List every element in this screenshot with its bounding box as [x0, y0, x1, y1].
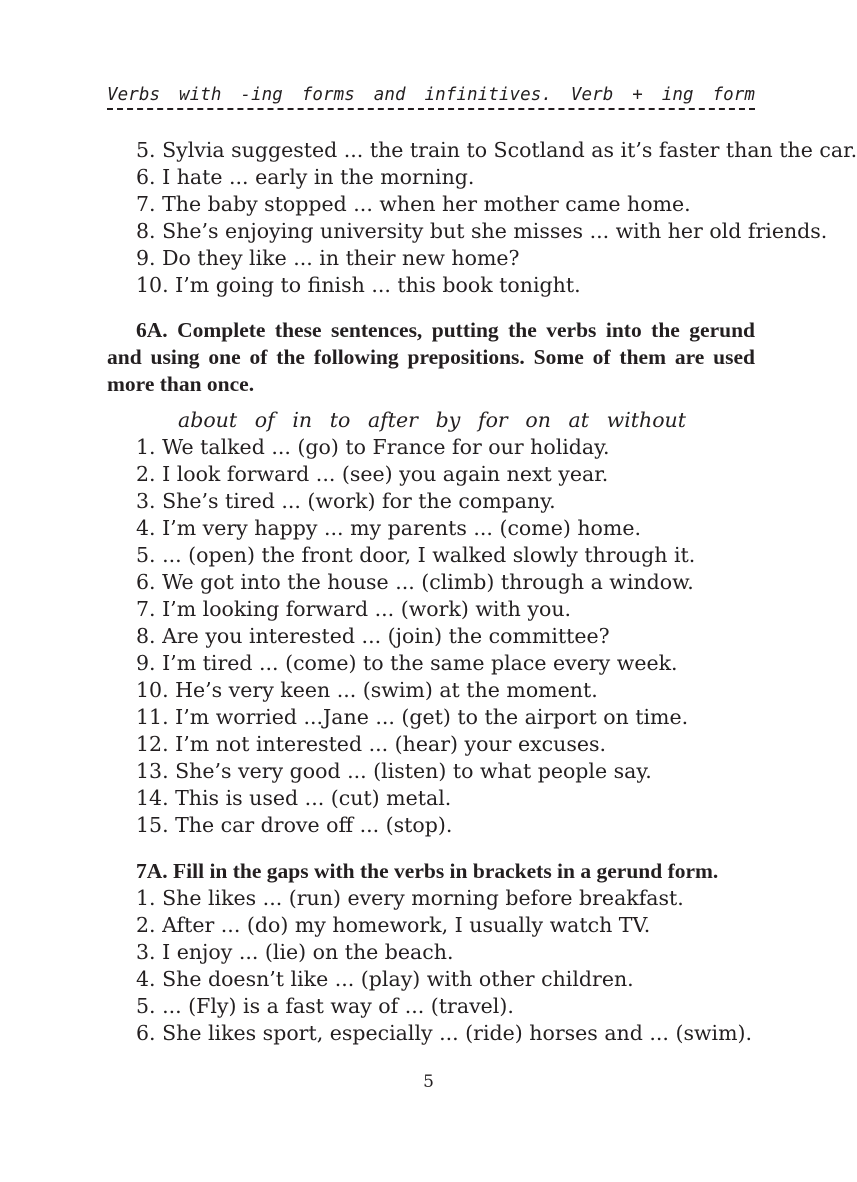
list-item: 5. Sylvia suggested ... the train to Scotland as it’s faster than the car. [136, 138, 857, 162]
list-item: 10. He’s very keen ... (swim) at the moment. [136, 678, 598, 702]
list-item: 8. She’s enjoying university but she misses ... with her old friends. [136, 219, 828, 243]
list-item: 9. I’m tired ... (come) to the same place every week. [136, 651, 678, 675]
preposition-word: about [178, 408, 238, 432]
preposition-word: at [568, 408, 590, 432]
preposition-word: in [292, 408, 313, 432]
list-item: 3. I enjoy ... (lie) on the beach. [136, 940, 454, 964]
task-6a-list [136, 434, 776, 839]
preposition-word: to [329, 408, 351, 432]
task-7a-title: 7A. Fill in the gaps with the verbs in brackets in a gerund form. [136, 859, 719, 883]
list-item: 5. ... (Fly) is a fast way of ... (travel). [136, 994, 514, 1018]
list-item: 1. She likes ... (run) every morning before breakfast. [136, 886, 684, 910]
continued-exercise-list [136, 137, 857, 299]
task-6a-title [107, 317, 755, 398]
preposition-word: on [525, 408, 551, 432]
preposition-word: by [435, 408, 461, 432]
list-item: 11. I’m worried ...Jane ... (get) to the airport on time. [136, 705, 689, 729]
list-item: 4. She doesn’t like ... (play) with other children. [136, 967, 634, 991]
list-item: 5. ... (open) the front door, I walked slowly through it. [136, 543, 696, 567]
list-item: 1. We talked ... (go) to France for our holiday. [136, 435, 610, 459]
list-item: 3. She’s tired ... (work) for the company. [136, 489, 556, 513]
list-item: 6. She likes sport, especially ... (ride) horses and ... (swim). [136, 1021, 753, 1045]
preposition-word: of [254, 408, 275, 432]
list-item: 7. The baby stopped ... when her mother came home. [136, 192, 691, 216]
running-head: Verbs with -ing forms and infinitives. Verb + ing form [107, 83, 755, 110]
preposition-word: without [606, 408, 686, 432]
list-item: 9. Do they like ... in their new home? [136, 246, 520, 270]
list-item: 10. I’m going to finish ... this book tonight. [136, 273, 581, 297]
list-item: 2. I look forward ... (see) you again next year. [136, 462, 609, 486]
task-6a-title-text: 6A. Complete these sentences, putting the verbs into the gerund and using one of the following prepositions. Some of them are used more than once. [107, 318, 755, 396]
list-item: 8. Are you interested ... (join) the committee? [136, 624, 610, 648]
list-item: 15. The car drove off ... (stop). [136, 813, 453, 837]
list-item: 13. She’s very good ... (listen) to what people say. [136, 759, 652, 783]
preposition-word: after [368, 408, 418, 432]
preposition-word: for [477, 408, 508, 432]
list-item: 14. This is used ... (cut) metal. [136, 786, 452, 810]
list-item: 6. I hate ... early in the morning. [136, 165, 475, 189]
task-7a-list [136, 885, 776, 1047]
preposition-bank [178, 407, 686, 434]
list-item: 2. After ... (do) my homework, I usually watch TV. [136, 913, 651, 937]
list-item: 7. I’m looking forward ... (work) with you. [136, 597, 572, 621]
list-item: 4. I’m very happy ... my parents ... (come) home. [136, 516, 641, 540]
page-number: 5 [423, 1072, 434, 1092]
list-item: 6. We got into the house ... (climb) through a window. [136, 570, 694, 594]
list-item: 12. I’m not interested ... (hear) your excuses. [136, 732, 607, 756]
